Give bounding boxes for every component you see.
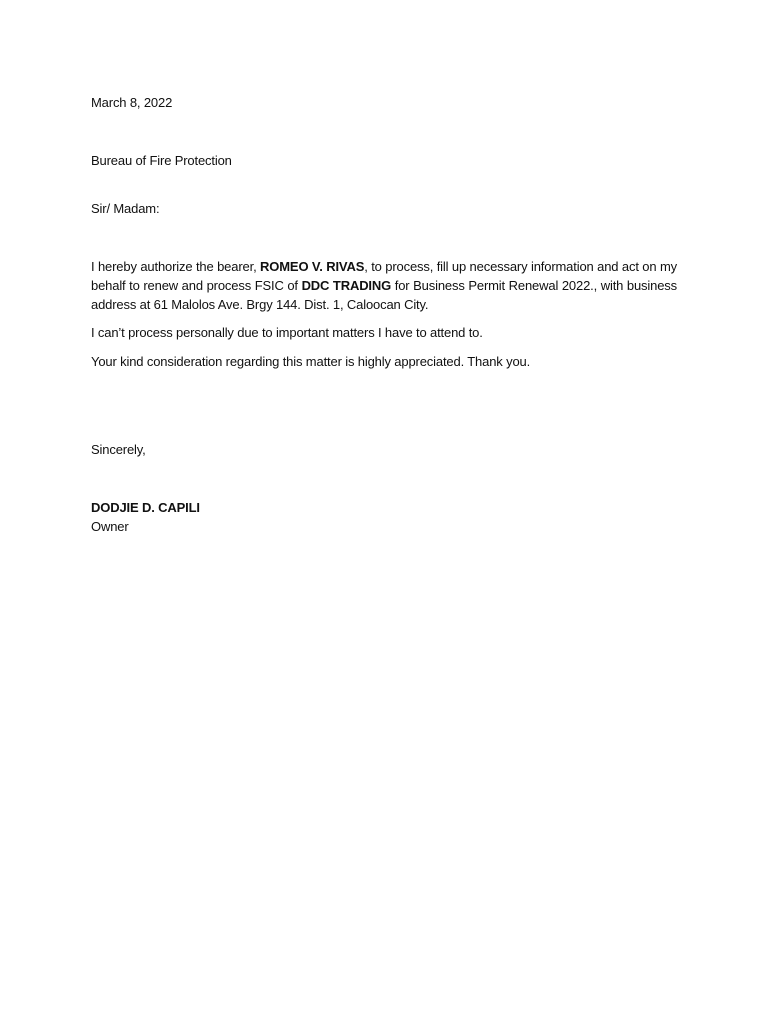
recipient: Bureau of Fire Protection: [91, 153, 232, 168]
authorization-paragraph: [91, 257, 677, 314]
body1-part3: for Business Permit Renewal 2022., with business address at 61 Malolos Ave. Brgy 144. Dist. 1, Caloocan City.: [91, 278, 678, 312]
signatory-name: DODJIE D. CAPILI: [91, 500, 200, 515]
closing: Sincerely,: [91, 442, 146, 457]
company-name: DDC TRADING: [301, 278, 392, 293]
letter-date: March 8, 2022: [91, 95, 173, 110]
signatory-title: Owner: [91, 519, 129, 534]
bearer-name: ROMEO V. RIVAS: [260, 259, 365, 274]
reason-paragraph: I can’t process personally due to important matters I have to attend to.: [91, 325, 483, 340]
body1-part1: I hereby authorize the bearer,: [91, 259, 261, 274]
thanks-paragraph: Your kind consideration regarding this matter is highly appreciated. Thank you.: [91, 354, 531, 369]
body1-part2: , to process, fill up necessary information and act on my behalf to renew and process FSIC of: [91, 259, 677, 293]
salutation: Sir/ Madam:: [91, 201, 160, 216]
